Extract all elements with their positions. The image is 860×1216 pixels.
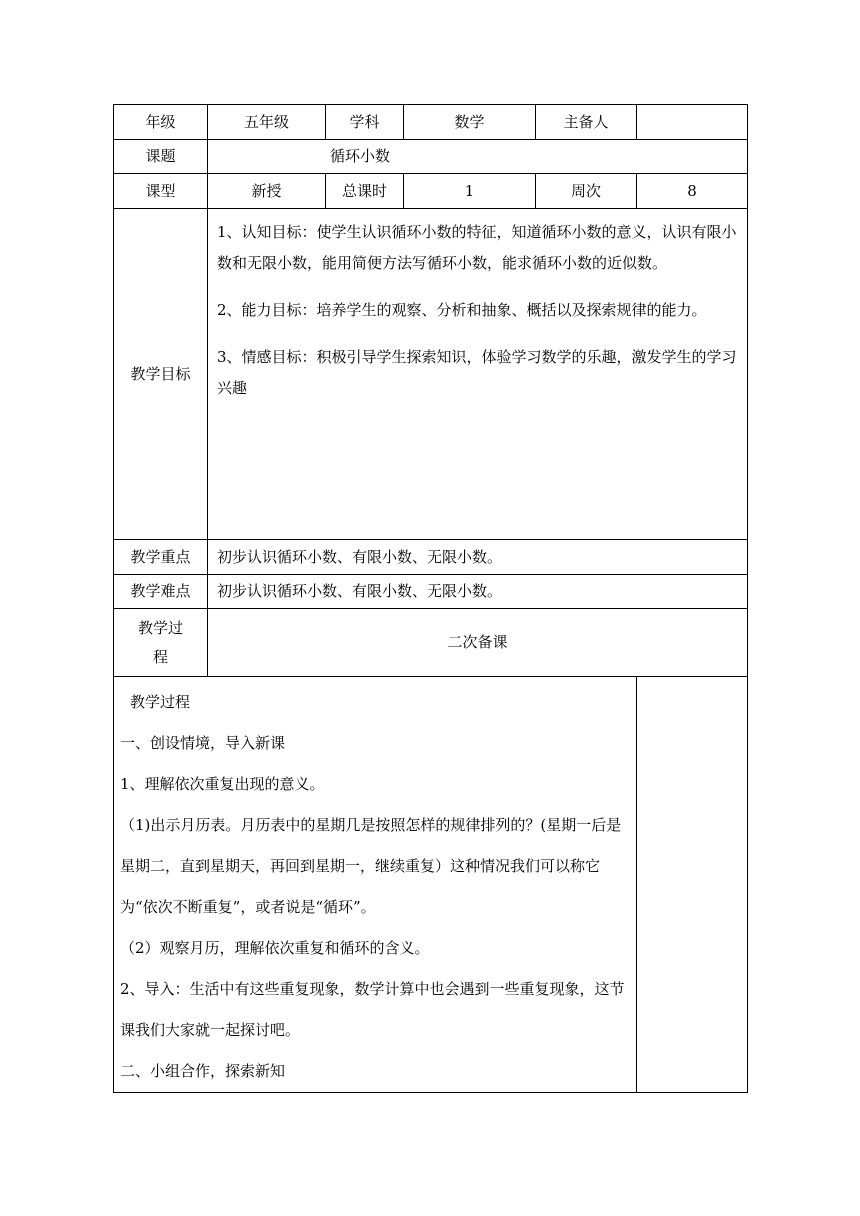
type-label: 课型 (114, 174, 208, 209)
goals-label: 教学目标 (114, 209, 208, 540)
goal-affective: 3、情感目标：积极引导学生探索知识，体验学习数学的乐趣，激发学生的学习兴趣 (217, 348, 737, 397)
secondary-prep-label: 二次备课 (208, 609, 748, 677)
subject-label: 学科 (326, 105, 404, 140)
goal-ability: 2、能力目标：培养学生的观察、分析和抽象、概括以及探索规律的能力。 (217, 301, 707, 319)
process-step-1-1: （1)出示月历表。月历表中的星期几是按照怎样的规律排列的？(星期一后是星期二，直到星期天，再回到星期一，继续重复）这种情况我们可以称它为“依次不断重复”，或者说是“循环”。 (120, 816, 622, 916)
subject-value: 数学 (404, 105, 536, 140)
process-heading: 教学过程 (130, 693, 191, 711)
topic-value: 循环小数 (208, 140, 748, 174)
process-header-line1: 教学过 (137, 618, 183, 637)
key-point-value: 初步认识循环小数、有限小数、无限小数。 (208, 540, 748, 575)
process-step-2: 2、导入：生活中有这些重复现象，数学计算中也会遇到一些重复现象，这节课我们大家就一起探讨吧。 (120, 980, 625, 1039)
difficulty-label: 教学难点 (114, 575, 208, 609)
process-header-label (114, 609, 208, 677)
process-header-line2: 程 (152, 647, 168, 666)
secondary-prep-notes (637, 677, 748, 1093)
hours-value: 1 (404, 174, 536, 209)
topic-row (114, 140, 748, 174)
week-value: 8 (637, 174, 748, 209)
process-section-1: 一、创设情境，导入新课 (120, 734, 286, 752)
type-row (114, 174, 748, 209)
type-value: 新授 (208, 174, 326, 209)
goal-cognitive: 1、认知目标：使学生认识循环小数的特征，知道循环小数的意义，认识有限小数和无限小数，能用简便方法写循环小数，能求循环小数的近似数。 (217, 223, 737, 272)
key-point-row (114, 540, 748, 575)
preparer-value (637, 105, 748, 140)
process-step-1-2: （2）观察月历，理解依次重复和循环的含义。 (120, 939, 430, 957)
grade-value: 五年级 (208, 105, 326, 140)
goals-content (208, 209, 748, 540)
key-point-label: 教学重点 (114, 540, 208, 575)
process-header-row (114, 609, 748, 677)
goals-row (114, 209, 748, 540)
difficulty-row (114, 575, 748, 609)
preparer-label: 主备人 (536, 105, 637, 140)
week-label: 周次 (536, 174, 637, 209)
lesson-plan-table (113, 104, 748, 1093)
process-row (114, 677, 748, 1093)
header-row (114, 105, 748, 140)
process-content (114, 677, 637, 1093)
hours-label: 总课时 (326, 174, 404, 209)
topic-label: 课题 (114, 140, 208, 174)
difficulty-value: 初步认识循环小数、有限小数、无限小数。 (208, 575, 748, 609)
process-step-1: 1、理解依次重复出现的意义。 (120, 775, 325, 793)
process-section-2: 二、小组合作，探索新知 (120, 1062, 286, 1080)
grade-label: 年级 (114, 105, 208, 140)
